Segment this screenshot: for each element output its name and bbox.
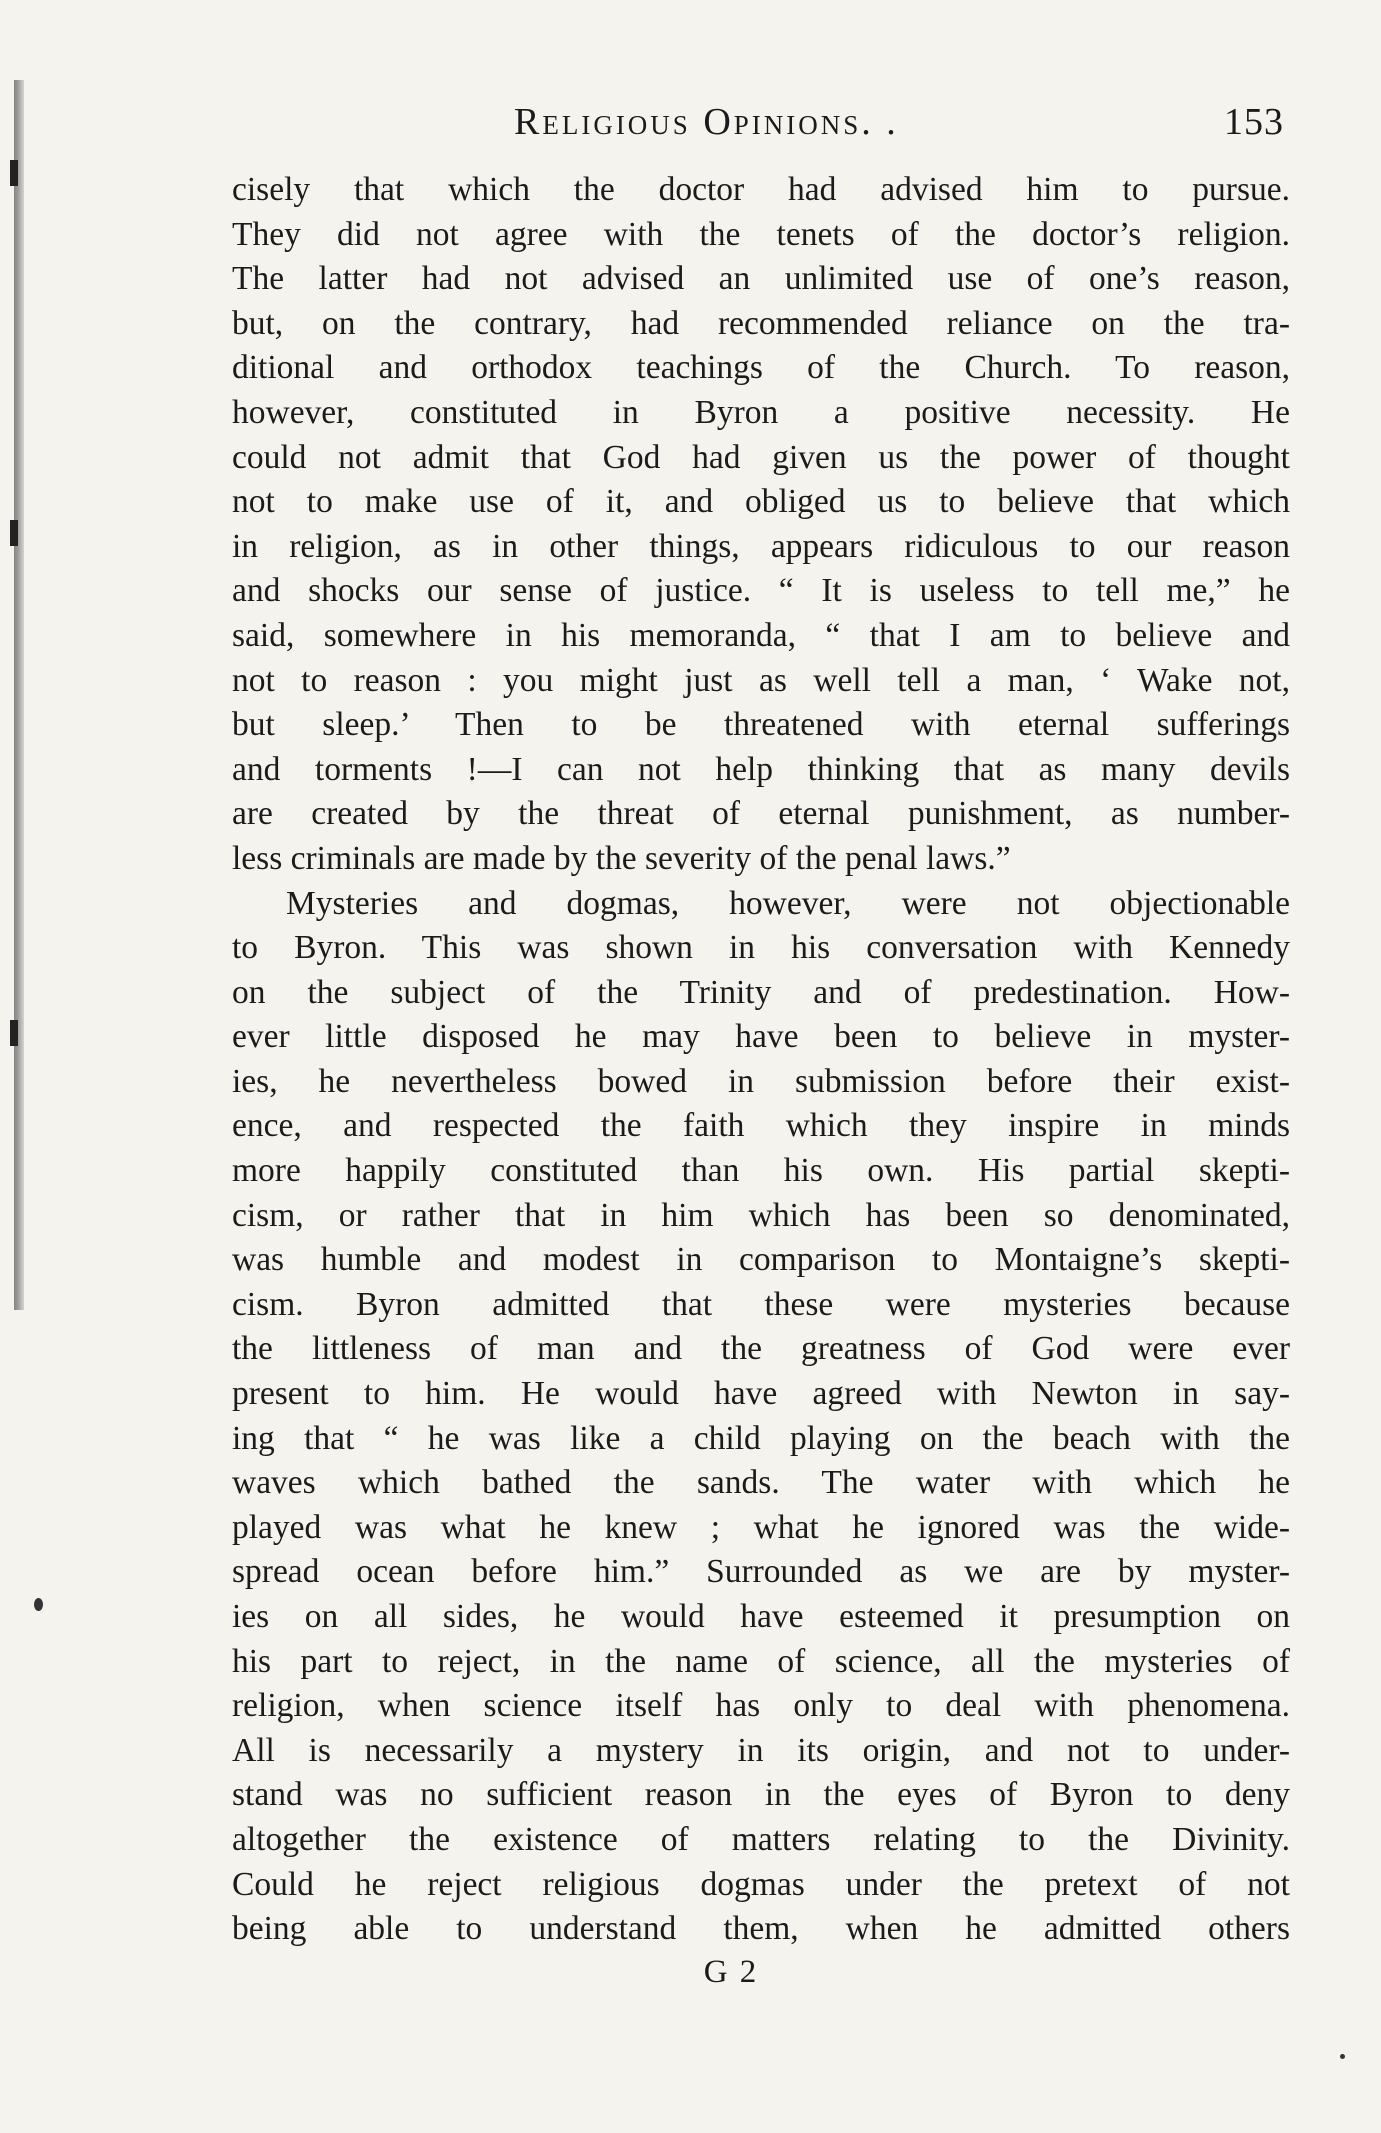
- running-head-separator: .: [886, 101, 899, 143]
- book-page: [232, 100, 1290, 1991]
- text-line: however, constituted in Byron a positive necessity. He: [232, 393, 1290, 431]
- text-line: All is necessarily a mystery in its origin, and not to under-: [232, 1731, 1290, 1769]
- text-line: on the subject of the Trinity and of predestination. How-: [232, 973, 1290, 1011]
- text-line: ing that “ he was like a child playing on the beach with the: [232, 1419, 1290, 1457]
- text-line: more happily constituted than his own. His partial skepti-: [232, 1152, 1290, 1190]
- page-number: 153: [1224, 101, 1284, 143]
- text-line: played was what he knew ; what he ignored was the wide-: [232, 1508, 1290, 1546]
- text-line: present to him. He would have agreed with Newton in say-: [232, 1375, 1290, 1413]
- text-line: said, somewhere in his memoranda, “ that I am to believe and: [232, 616, 1290, 654]
- text-line: to Byron. This was shown in his conversation with Kennedy: [232, 929, 1290, 967]
- text-line: are created by the threat of eternal punishment, as number-: [232, 795, 1290, 833]
- text-line: ever little disposed he may have been to believe in myster-: [232, 1018, 1290, 1056]
- text-line: Could he reject religious dogmas under the pretext of not: [232, 1865, 1290, 1903]
- text-line: altogether the existence of matters relating to the Divinity.: [232, 1820, 1290, 1858]
- text-line: waves which bathed the sands. The water with which he: [232, 1464, 1290, 1502]
- running-title: [514, 100, 899, 144]
- text-line: Mysteries and dogmas, however, were not objectionable: [286, 884, 1290, 922]
- text-line: not to make use of it, and obliged us to believe that which: [232, 483, 1290, 521]
- text-line: The latter had not advised an unlimited use of one’s reason,: [232, 260, 1290, 298]
- text-line: but, on the contrary, had recommended reliance on the tra-: [232, 304, 1290, 342]
- text-line: could not admit that God had given us the power of thought: [232, 438, 1290, 476]
- running-title-text: Religious Opinions.: [514, 101, 874, 143]
- text-line: ence, and respected the faith which they inspire in minds: [232, 1107, 1290, 1145]
- text-line: in religion, as in other things, appears ridiculous to our reason: [232, 527, 1290, 565]
- text-line: being able to understand them, when he admitted others: [232, 1910, 1290, 1948]
- signature-mark: G 2: [703, 1953, 759, 1990]
- text-line: religion, when science itself has only to deal with phenomena.: [232, 1687, 1290, 1725]
- text-line: cism, or rather that in him which has been so denominated,: [232, 1196, 1290, 1234]
- text-line: cism. Byron admitted that these were mysteries because: [232, 1285, 1290, 1323]
- text-line: ies on all sides, he would have esteemed it presumption on: [232, 1598, 1290, 1635]
- text-line: and shocks our sense of justice. “ It is useless to tell me,” he: [232, 572, 1290, 610]
- text-line: less criminals are made by the severity of the penal laws.”: [232, 839, 1011, 877]
- text-line: not to reason : you might just as well tell a man, ‘ Wake not,: [232, 661, 1290, 699]
- text-line: stand was no sufficient reason in the eyes of Byron to deny: [232, 1776, 1290, 1814]
- text-line: the littleness of man and the greatness of God were ever: [232, 1330, 1290, 1368]
- text-line: ditional and orthodox teachings of the Church. To reason,: [232, 349, 1290, 387]
- binding-edge: [14, 80, 24, 1310]
- text-line: and torments !—I can not help thinking that as many devils: [232, 750, 1290, 788]
- binding-mark: [10, 520, 18, 546]
- text-line: was humble and modest in comparison to Montaigne’s skepti-: [232, 1241, 1290, 1279]
- text-line: ies, he nevertheless bowed in submission before their exist-: [232, 1062, 1290, 1100]
- text-line: spread ocean before him.” Surrounded as we are by myster-: [232, 1553, 1290, 1591]
- binding-mark: [10, 160, 18, 186]
- binding-mark: [10, 1020, 18, 1046]
- text-line: cisely that which the doctor had advised him to pursue.: [232, 171, 1290, 208]
- ink-speck: [1340, 2054, 1345, 2059]
- text-line: They did not agree with the tenets of the doctor’s religion.: [232, 215, 1290, 253]
- ink-speck: [34, 1598, 43, 1611]
- text-line: his part to reject, in the name of science, all the mysteries of: [232, 1642, 1290, 1680]
- text-line: but sleep.’ Then to be threatened with eternal sufferings: [232, 706, 1290, 744]
- body-text: [232, 168, 1290, 1952]
- running-head: [232, 100, 1290, 160]
